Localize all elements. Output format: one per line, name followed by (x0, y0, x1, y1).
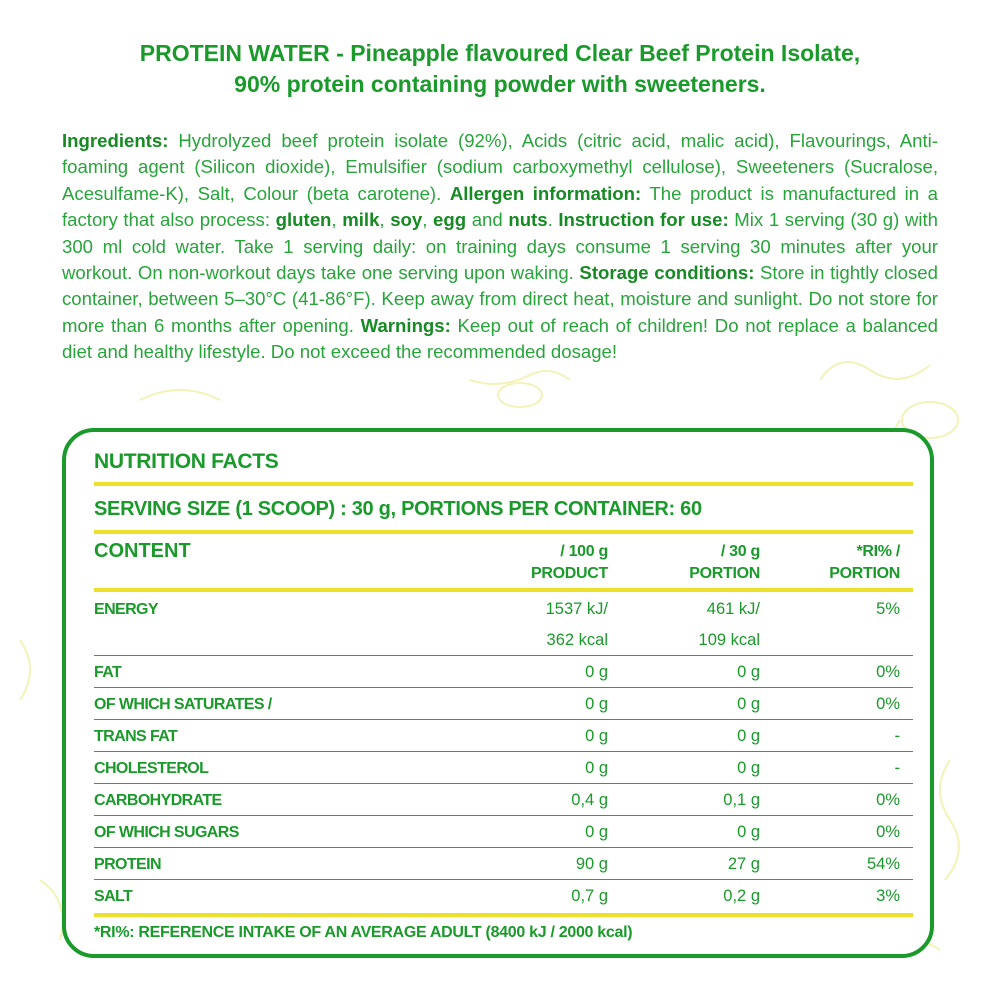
table-row (66, 657, 930, 688)
nutrient-name: OF WHICH SUGARS (94, 824, 239, 841)
value-ri: - (894, 759, 900, 777)
nutrition-facts-panel (62, 428, 934, 958)
column-header-line: / 100 g (560, 543, 608, 560)
column-header-line: PORTION (689, 565, 760, 582)
divider (94, 879, 913, 880)
separator: , (422, 209, 434, 231)
value-per-30g: 0 g (737, 727, 760, 745)
value-per-30g: 27 g (727, 855, 760, 873)
value-ri: 0% (876, 663, 900, 681)
column-header-line: / 30 g (720, 543, 760, 560)
value-per-30g: 0,2 g (723, 887, 760, 905)
table-row (66, 721, 930, 752)
value-ri: 0% (876, 791, 900, 809)
nutrient-name: CHOLESTEROL (94, 760, 209, 777)
table-row (66, 594, 930, 625)
value-per-100g: 0,7 g (571, 887, 608, 905)
value-ri: - (894, 727, 900, 745)
table-row (66, 753, 930, 784)
table-row (66, 785, 930, 816)
separator: and (466, 209, 509, 231)
nutrient-name: SALT (94, 888, 133, 905)
divider (94, 687, 913, 688)
divider (94, 530, 913, 534)
divider (94, 783, 913, 784)
value-per-100g: 0 g (585, 759, 608, 777)
ri-footnote: *RI%: REFERENCE INTAKE OF AN AVERAGE ADULT (8400 kJ / 2000 kcal) (94, 924, 633, 941)
serving-size: SERVING SIZE (1 SCOOP) : 30 g, PORTIONS PER CONTAINER: 60 (94, 498, 702, 520)
divider (94, 847, 913, 848)
column-header-line: PRODUCT (530, 565, 608, 582)
instruction-label: Instruction for use: (558, 209, 729, 231)
value-ri: 5% (876, 600, 900, 618)
table-row (66, 881, 930, 912)
allergen-label: Allergen information: (449, 182, 642, 204)
allergen-gluten: gluten (275, 209, 332, 231)
divider (94, 815, 913, 816)
allergen-egg: egg (433, 209, 467, 231)
warnings-label: Warnings: (360, 314, 451, 336)
title-line-2: 90% protein containing powder with sweeteners. (234, 71, 766, 97)
column-header-line: PORTION (829, 565, 900, 582)
storage-text: Store in tightly closed container, between 5–30°C (41-86°F). Keep away from direct heat, moisture and sunlight. Do not store for more than 6 months after opening. (62, 262, 938, 336)
divider (94, 655, 913, 656)
title-line-1: PROTEIN WATER - Pineapple flavoured Clear Beef Protein Isolate, (139, 40, 861, 66)
table-row (66, 817, 930, 848)
value-ri: 3% (876, 887, 900, 905)
divider (94, 588, 913, 592)
table-row (66, 625, 930, 656)
column-header-per-100g (531, 541, 608, 585)
allergen-nuts: nuts (508, 209, 548, 231)
value-per-30g: 0 g (737, 695, 760, 713)
nutrient-name: PROTEIN (94, 856, 161, 873)
table-row (66, 849, 930, 880)
value-per-100g: 90 g (575, 855, 608, 873)
nutrient-name: FAT (94, 664, 122, 681)
value-per-100g: 0,4 g (571, 791, 608, 809)
value-per-100g: 0 g (585, 663, 608, 681)
value-per-30g: 0 g (737, 663, 760, 681)
warnings-text: Keep out of reach of children! Do not replace a balanced diet and healthy lifestyle. Do not exceed the recommended dosage! (62, 314, 938, 363)
value-per-30g: 461 kJ/ (706, 600, 760, 618)
value-per-100g: 0 g (585, 727, 608, 745)
value-ri: 0% (876, 695, 900, 713)
allergen-soy: soy (390, 209, 423, 231)
column-header-per-30g (689, 541, 760, 585)
value-per-30g: 0 g (737, 823, 760, 841)
table-row (66, 689, 930, 720)
ingredients-text: Hydrolyzed beef protein isolate (92%), Acids (citric acid, malic acid), Flavourings, Anti-foaming agent (Silicon dioxide), Emulsifier (sodium carboxymethyl cellulose), Sweeteners (Sucralose, Acesulfame-K), Salt, Colour (beta carotene). (62, 130, 938, 204)
value-ri: 0% (876, 823, 900, 841)
divider (94, 751, 913, 752)
nutrient-name: ENERGY (94, 601, 158, 618)
divider (94, 719, 913, 720)
ingredients-paragraph (62, 128, 938, 366)
divider (94, 482, 913, 486)
value-per-30g: 0,1 g (723, 791, 760, 809)
nutrition-facts-title: NUTRITION FACTS (94, 450, 279, 473)
instruction-text: Mix 1 serving (30 g) with 300 ml cold water. Take 1 serving daily: on training days consume 1 serving 30 minutes after your workout. On non-workout days take one serving upon waking. (62, 209, 939, 284)
storage-label: Storage conditions: (579, 262, 755, 284)
allergen-milk: milk (342, 209, 380, 231)
content-header: CONTENT (94, 540, 191, 562)
nutrient-name: TRANS FAT (94, 728, 178, 745)
value-per-100g: 0 g (585, 823, 608, 841)
value-per-100g: 362 kcal (546, 631, 608, 649)
value-per-30g: 109 kcal (698, 631, 760, 649)
column-header-line: *RI% / (856, 543, 900, 560)
divider (94, 913, 913, 917)
value-per-100g: 1537 kJ/ (545, 600, 608, 618)
product-title (60, 38, 940, 100)
allergen-text: The product is manufactured in a factory that also process: (62, 182, 938, 231)
value-per-30g: 0 g (737, 759, 760, 777)
value-per-100g: 0 g (585, 695, 608, 713)
column-header-ri (829, 541, 900, 585)
ingredients-label: Ingredients: (62, 130, 169, 151)
separator: , (331, 209, 343, 231)
separator: , (379, 209, 391, 231)
nutrient-name: OF WHICH SATURATES / (94, 696, 272, 713)
value-ri: 54% (866, 855, 900, 873)
nutrient-name: CARBOHYDRATE (94, 792, 222, 809)
separator: . (547, 209, 559, 231)
